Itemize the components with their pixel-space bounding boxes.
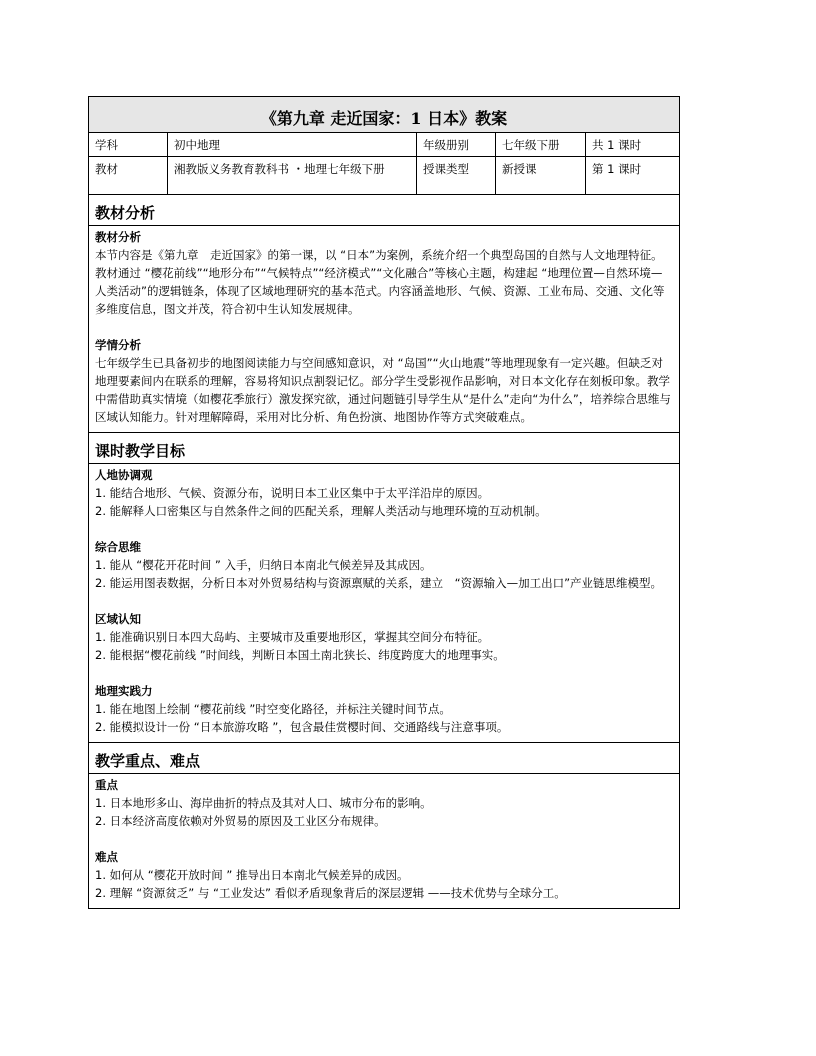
keypoints-section [89,774,679,908]
lesson-number: 第 1 课时 [592,162,642,176]
goals-heading: 课时教学目标 [89,433,679,464]
difficulty-item: 1. 如何从 “樱花开放时间 ” 推导出日本南北气候差异的成因。 [95,868,409,882]
grade-value: 七年级下册 [496,133,586,156]
textbook-label: 教材 [89,157,168,194]
difficulty-item: 2. 理解 “资源贫乏” 与 “工业发达” 看似矛盾现象背后的深层逻辑 ——技术优势与全球分工。 [95,886,566,900]
goal-item: 1. 能准确识别日本四大岛屿、主要城市及重要地形区，掌握其空间分布特征。 [95,630,490,644]
goal-group-title: 人地协调观 [95,468,153,482]
goal-item: 2. 能根据“樱花前线 ”时间线，判断日本国土南北狭长、纬度跨度大的地理事实。 [95,648,505,662]
lesson-type-label: 授课类型 [417,157,496,194]
goals-section [89,464,679,743]
lesson-plan-table [88,96,680,909]
goal-item: 2. 能解释人口密集区与自然条件之间的匹配关系，理解人类活动与地理环境的互动机制。 [95,504,547,518]
keypoints-heading: 教学重点、难点 [89,743,679,774]
analysis-section [89,226,679,433]
lesson-type-value: 新授课 [496,157,586,194]
textbook-value: 湘教版义务教育教科书 ・地理七年级下册 [168,157,417,194]
info-row-textbook [89,157,679,195]
goal-item: 1. 能在地图上绘制 “樱花前线 ”时空变化路径，并标注关键时间节点。 [95,702,451,716]
subject-label: 学科 [89,133,168,156]
goal-item: 2. 能运用图表数据，分析日本对外贸易结构与资源禀赋的关系，建立 “资源输入—加工出口”产业链思维模型。 [95,576,663,590]
difficulty-title: 难点 [95,850,118,864]
textbook-analysis-text: 本节内容是《第九章 走近国家》的第一课，以 “日本”为案例，系统介绍一个典型岛国的自然与人文地理特征。教材通过 “樱花前线”“地形分布”“气候特点”“经济模式”“文化融合”等核心主题，构建起 “地理位置—自然环境—人类活动”的逻辑链条，体现了区域地理研究的基本范式。内容涵盖地形、气候、资源、工业布局、交通、文化等多维度信息，图文并茂，符合初中生认知发展规律。 [95,248,665,316]
textbook-analysis-title: 教材分析 [95,230,141,244]
goal-item: 1. 能从 “樱花开花时间 ” 入手，归纳日本南北气候差异及其成因。 [95,558,432,572]
goal-group-title: 综合思维 [95,540,141,554]
key-points-title: 重点 [95,778,118,792]
analysis-heading: 教材分析 [89,195,679,226]
grade-label: 年级册别 [417,133,496,156]
info-row-subject [89,133,679,157]
goal-group-title: 区域认知 [95,612,141,626]
goal-group-title: 地理实践力 [95,684,153,698]
subject-value: 初中地理 [168,133,417,156]
key-point-item: 1. 日本地形多山、海岸曲折的特点及其对人口、城市分布的影响。 [95,796,432,810]
goal-item: 1. 能结合地形、气候、资源分布，说明日本工业区集中于太平洋沿岸的原因。 [95,486,490,500]
student-analysis-text: 七年级学生已具备初步的地图阅读能力与空间感知意识，对 “岛国”“火山地震”等地理现象有一定兴趣。但缺乏对地理要素间内在联系的理解，容易将知识点割裂记忆。部分学生受影视作品影响，对日本文化存在刻板印象。教学中需借助真实情境（如樱花季旅行）激发探究欲，通过问题链引导学生从“是什么”走向“为什么”，培养综合思维与区域认知能力。针对理解障碍，采用对比分析、角色扮演、地图协作等方式突破难点。 [95,356,671,424]
goal-item: 2. 能模拟设计一份 “日本旅游攻略 ”，包含最佳赏樱时间、交通路线与注意事项。 [95,720,509,734]
key-point-item: 2. 日本经济高度依赖对外贸易的原因及工业区分布规律。 [95,814,386,828]
student-analysis-title: 学情分析 [95,338,141,352]
total-hours: 共 1 课时 [592,137,642,152]
document-title: 《第九章 走近国家：1 日本》教案 [89,97,679,133]
